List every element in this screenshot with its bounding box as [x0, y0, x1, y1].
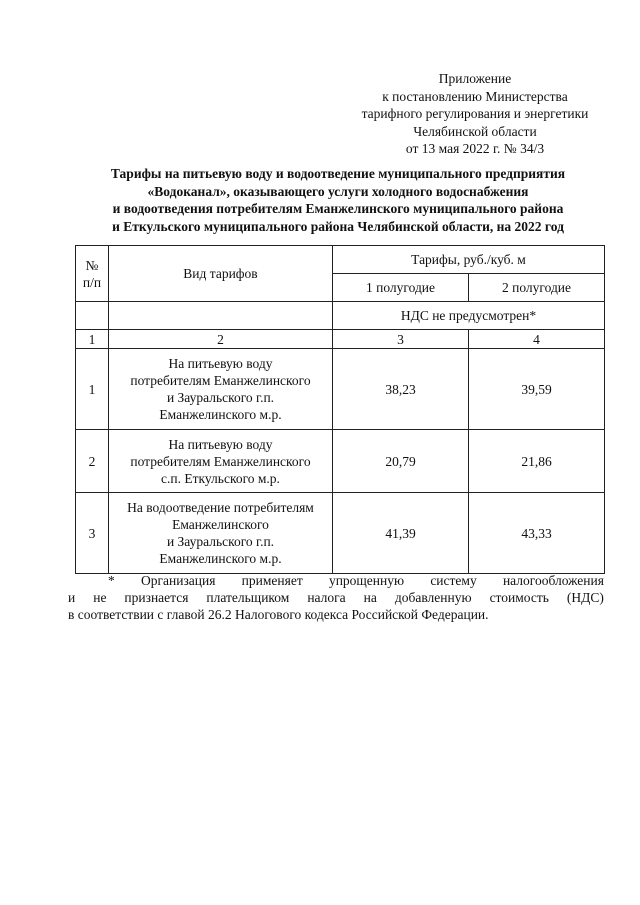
- footnote-word: добавленную: [394, 590, 472, 605]
- column-index: 2: [109, 330, 333, 349]
- footnote-word: на: [363, 590, 377, 605]
- header-vat: НДС не предусмотрен*: [333, 302, 605, 330]
- footnote-word: плательщиком: [206, 590, 290, 605]
- footnote-word: применяет: [241, 573, 303, 588]
- kind-line: и Зауральского г.п.: [166, 534, 275, 549]
- footnote-word: упрощенную: [328, 573, 405, 588]
- appendix-line: Приложение: [438, 71, 512, 86]
- appendix-line: Челябинской области: [413, 123, 537, 139]
- kind-line: потребителям Еманжелинского: [130, 373, 311, 388]
- header-empty-cell: [109, 302, 333, 330]
- row-tariff-half-2: 43,33: [469, 493, 605, 574]
- footnote-word: налога: [307, 590, 346, 605]
- title-line: и Еткульского муниципального района Челябинской области, на 2022 год: [112, 218, 564, 234]
- tariffs-table: [75, 245, 605, 574]
- row-number: 3: [76, 493, 109, 574]
- footnote-word: не: [93, 590, 107, 605]
- kind-line: Еманжелинского: [172, 517, 269, 532]
- appendix-line: тарифного регулирования и энергетики: [361, 106, 589, 121]
- title-line: Тарифы на питьевую воду и водоотведение муниципального предприятия: [110, 166, 566, 181]
- row-tariff-kind: [109, 493, 333, 574]
- kind-line: Еманжелинского м.р.: [159, 551, 282, 566]
- row-tariff-half-1: 20,79: [333, 430, 469, 493]
- footnote-word: и: [68, 590, 76, 605]
- kind-line: с.п. Еткульского м.р.: [161, 470, 280, 486]
- row-tariff-half-1: 38,23: [333, 349, 469, 430]
- table-row: [76, 493, 605, 574]
- row-number: 2: [76, 430, 109, 493]
- footnote: [68, 572, 604, 623]
- appendix-line: к постановлению Министерства: [382, 88, 568, 104]
- header-tariff-kind: Вид тарифов: [109, 246, 333, 302]
- footnote-word: *: [108, 573, 115, 588]
- kind-line: На питьевую воду: [168, 356, 273, 371]
- column-index: 3: [333, 330, 469, 349]
- kind-line: Еманжелинского м.р.: [159, 407, 282, 422]
- title-line: «Водоканал», оказывающего услуги холодного водоснабжения: [147, 183, 529, 199]
- kind-line: На водоотведение потребителям: [127, 500, 314, 515]
- header-tariffs: Тарифы, руб./куб. м: [333, 246, 605, 274]
- footnote-word: признается: [124, 590, 189, 605]
- header-half-1: 1 полугодие: [333, 274, 469, 302]
- appendix-header: [330, 70, 620, 158]
- header-number-sign: №: [85, 257, 99, 273]
- footnote-word: стоимость: [489, 590, 549, 605]
- header-half-2: 2 полугодие: [469, 274, 605, 302]
- appendix-date-line: от 13 мая 2022 г. № 34/3: [405, 141, 545, 156]
- footnote-word: (НДС): [566, 590, 604, 605]
- table-row: [76, 349, 605, 430]
- footnote-word: Организация: [140, 573, 216, 588]
- header-number: [76, 246, 109, 302]
- row-tariff-half-2: 21,86: [469, 430, 605, 493]
- row-tariff-half-2: 39,59: [469, 349, 605, 430]
- header-empty-cell: [76, 302, 109, 330]
- footnote-word: систему: [430, 573, 477, 588]
- document-title: [58, 165, 618, 235]
- column-index: 1: [76, 330, 109, 349]
- title-line: и водоотведения потребителям Еманжелинского муниципального района: [112, 201, 564, 216]
- row-tariff-kind: [109, 349, 333, 430]
- footnote-line-2: [68, 589, 604, 606]
- column-index: 4: [469, 330, 605, 349]
- footnote-word: налогообложения: [502, 573, 604, 588]
- table-row: [76, 430, 605, 493]
- kind-line: и Зауральского г.п.: [166, 390, 275, 405]
- footnote-line-1: [68, 572, 604, 589]
- kind-line: На питьевую воду: [168, 436, 273, 452]
- row-tariff-kind: [109, 430, 333, 493]
- footnote-line-3: в соответствии с главой 26.2 Налогового кодекса Российской Федерации.: [68, 607, 489, 622]
- row-tariff-half-1: 41,39: [333, 493, 469, 574]
- kind-line: потребителям Еманжелинского: [130, 453, 311, 469]
- row-number: 1: [76, 349, 109, 430]
- header-number-abbr: п/п: [82, 274, 102, 290]
